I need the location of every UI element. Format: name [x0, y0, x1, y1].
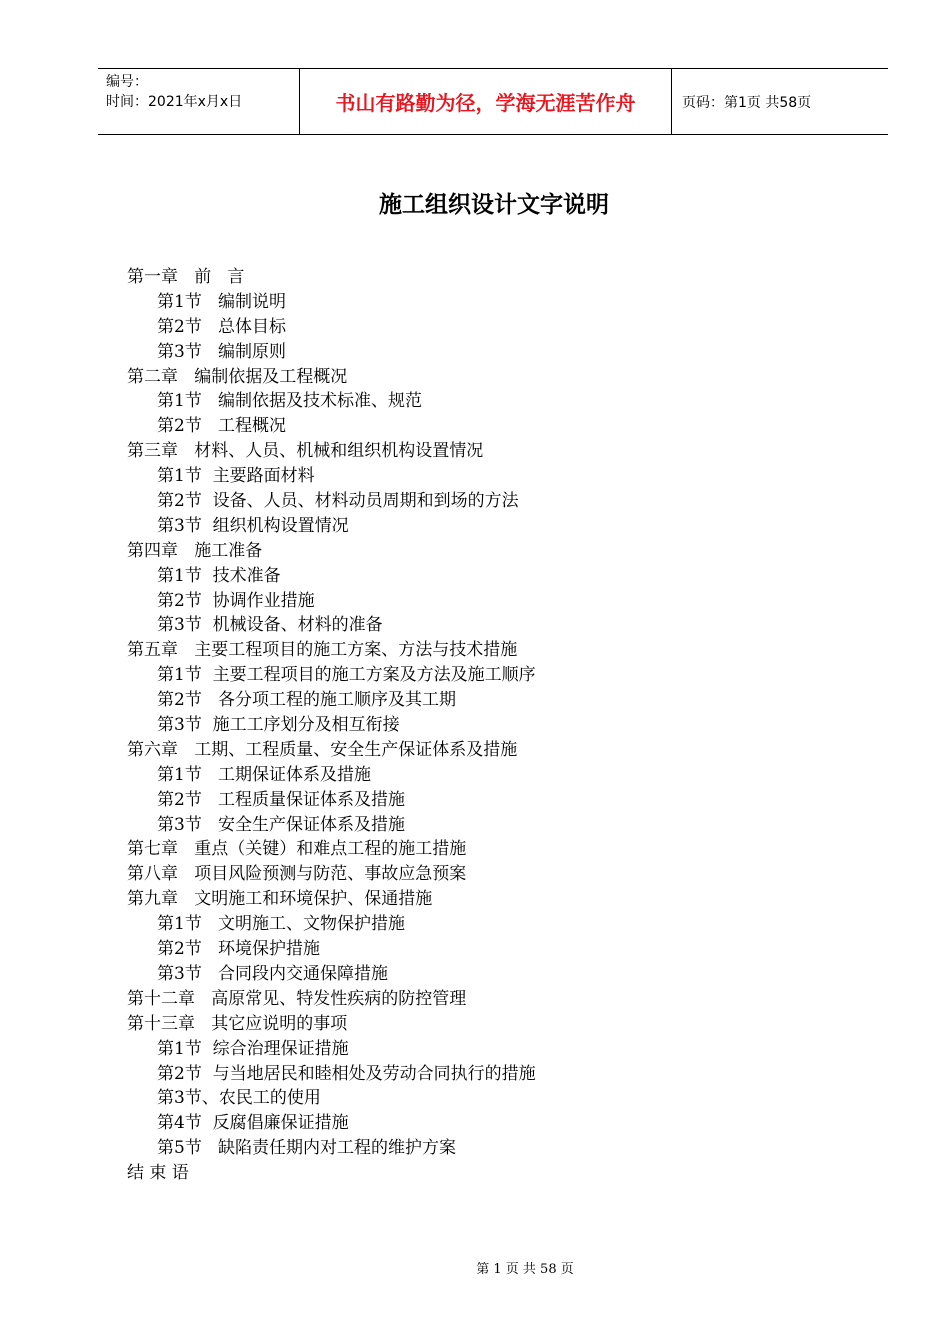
toc-chapter-item: 第一章 前 言 [127, 267, 245, 287]
toc-chapter-item: 结 束 语 [127, 1163, 189, 1184]
toc-section-item: 第1节 编制说明 [157, 291, 287, 312]
toc-chapter-item: 第十三章 其它应说明的事项 [127, 1013, 348, 1034]
toc-section-item: 第1节 工期保证体系及措施 [157, 764, 372, 785]
toc-section-item: 第1节 文明施工、文物保护措施 [157, 914, 406, 935]
time-label: 时间：2021年x月x日 [106, 94, 243, 110]
toc-section-item: 第3节、农民工的使用 [157, 1088, 321, 1109]
toc-section-item: 第2节 环境保护措施 [157, 939, 321, 960]
document-title: 施工组织设计文字说明 [379, 192, 609, 218]
header-motto-cell [300, 69, 672, 134]
toc-section-item: 第1节 技术准备 [157, 565, 281, 586]
toc-section-item: 第3节 组织机构设置情况 [157, 515, 349, 536]
header-meta-cell [98, 69, 300, 134]
page-info: 页码：第1页 共58页 [682, 94, 812, 111]
toc-chapter-item: 第六章 工期、工程质量、安全生产保证体系及措施 [127, 739, 518, 760]
toc-chapter-item: 第四章 施工准备 [127, 540, 263, 561]
toc-section-item: 第2节 各分项工程的施工顺序及其工期 [157, 690, 457, 711]
toc-section-item: 第2节 总体目标 [157, 316, 287, 337]
toc-chapter-item: 第十二章 高原常见、特发性疾病的防控管理 [127, 988, 467, 1009]
toc-section-item: 第1节 主要路面材料 [157, 466, 315, 487]
number-label: 编号： [106, 74, 148, 90]
page-footer: 第 1 页 共 58 页 [476, 1262, 574, 1277]
toc-chapter-item: 第八章 项目风险预测与防范、事故应急预案 [127, 864, 467, 885]
toc-section-item: 第3节 施工工序划分及相互衔接 [157, 715, 400, 736]
motto-text: 书山有路勤为径，学海无涯苦作舟 [335, 91, 636, 115]
toc-chapter-item: 第二章 编制依据及工程概况 [127, 366, 348, 387]
toc-section-item: 第3节 编制原则 [157, 341, 287, 362]
toc-section-item: 第2节 设备、人员、材料动员周期和到场的方法 [157, 491, 519, 512]
toc-chapter-item: 第九章 文明施工和环境保护、保通措施 [127, 889, 433, 910]
toc-chapter-item: 第三章 材料、人员、机械和组织机构设置情况 [127, 441, 484, 462]
toc-section-item: 第1节 主要工程项目的施工方案及方法及施工顺序 [157, 665, 536, 686]
toc-section-item: 第5节 缺陷责任期内对工程的维护方案 [157, 1138, 457, 1159]
toc-section-item: 第2节 工程概况 [157, 416, 287, 437]
toc-section-item: 第1节 编制依据及技术标准、规范 [157, 391, 423, 412]
table-of-contents [127, 265, 536, 1186]
toc-section-item: 第3节 安全生产保证体系及措施 [157, 814, 406, 835]
toc-chapter-item: 第七章 重点（关键）和难点工程的施工措施 [127, 839, 467, 860]
toc-section-item: 第2节 与当地居民和睦相处及劳动合同执行的措施 [157, 1063, 536, 1084]
toc-section-item: 第4节 反腐倡廉保证措施 [157, 1113, 349, 1134]
toc-chapter-item: 第五章 主要工程项目的施工方案、方法与技术措施 [127, 640, 518, 661]
toc-section-item: 第2节 协调作业措施 [157, 590, 315, 611]
toc-section-item: 第3节 机械设备、材料的准备 [157, 615, 383, 636]
document-header [98, 68, 888, 135]
header-page-cell [672, 69, 888, 134]
toc-section-item: 第2节 工程质量保证体系及措施 [157, 789, 406, 810]
toc-section-item: 第3节 合同段内交通保障措施 [157, 963, 389, 984]
toc-section-item: 第1节 综合治理保证措施 [157, 1038, 349, 1059]
